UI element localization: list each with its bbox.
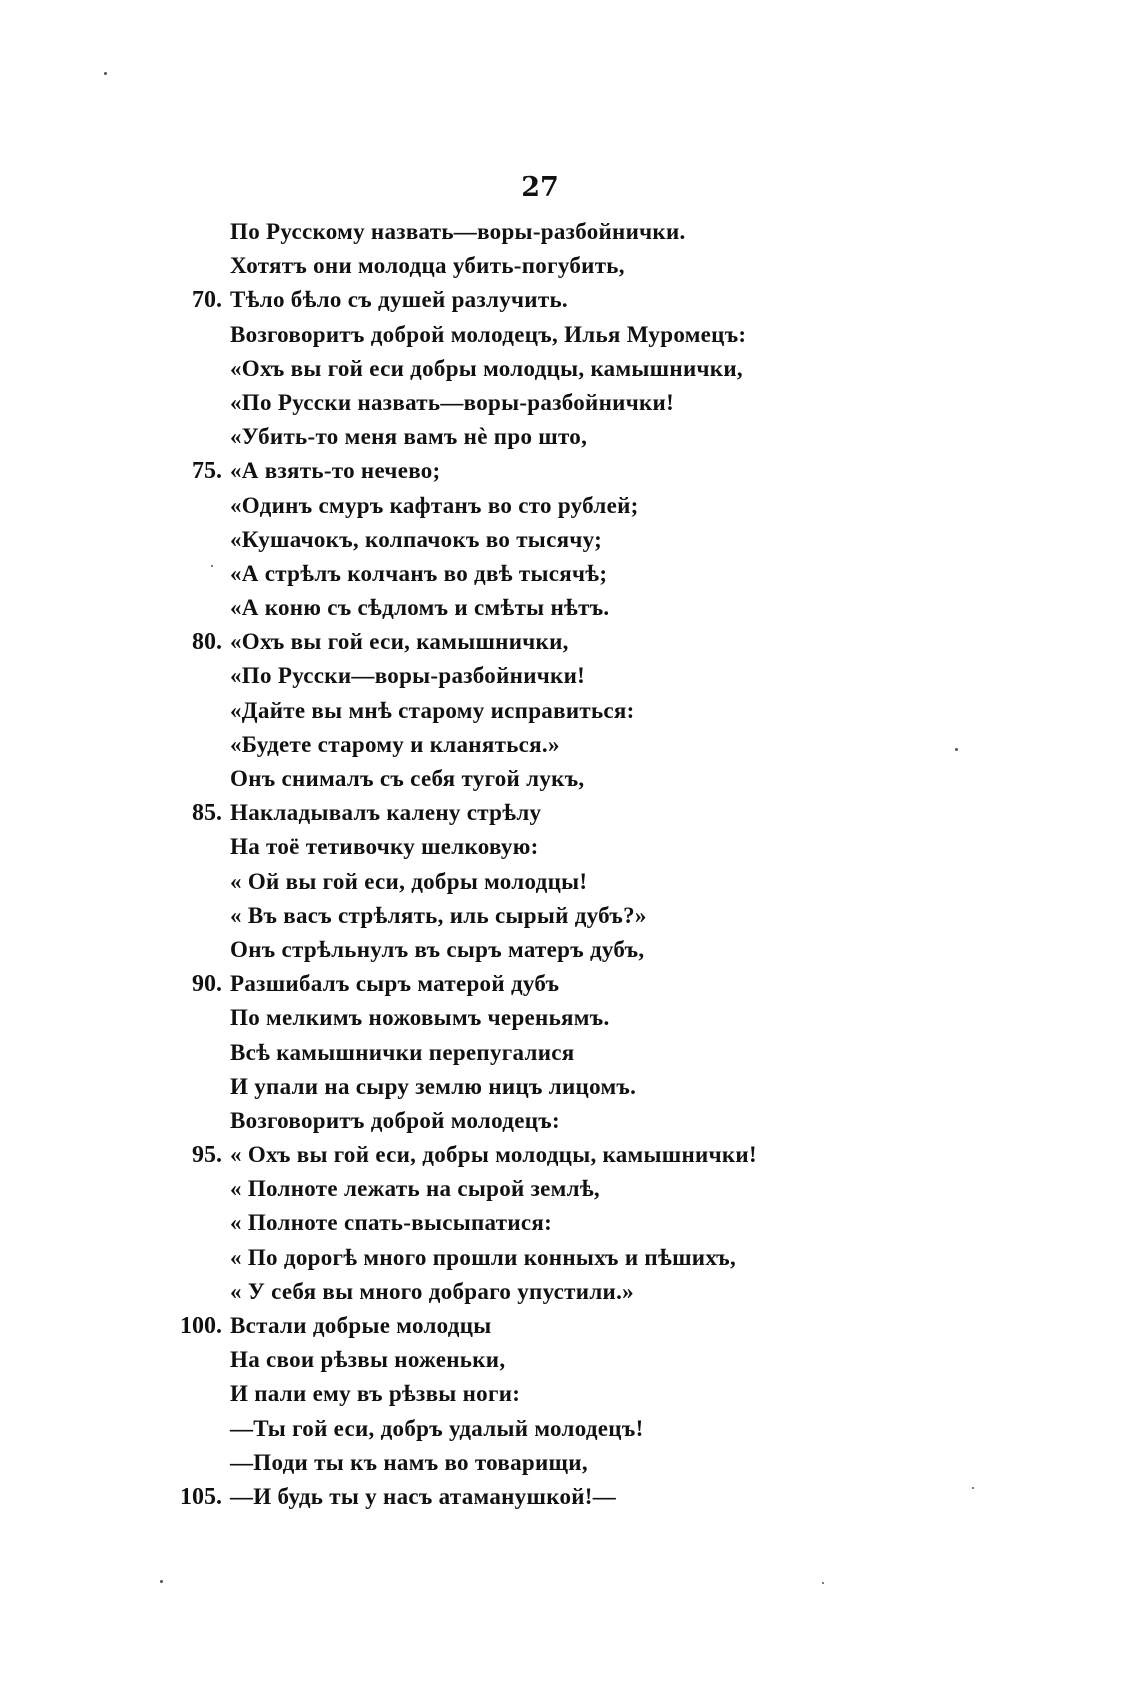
verse-line bbox=[0, 557, 1140, 591]
line-text: « Охъ вы гой еси, добры молодцы, камышнички! bbox=[230, 1142, 757, 1168]
verse-line bbox=[0, 523, 1140, 557]
verse-line bbox=[0, 1446, 1140, 1480]
verse-line bbox=[0, 1138, 1140, 1172]
line-number: 105. bbox=[180, 1483, 222, 1510]
verse-line bbox=[0, 830, 1140, 864]
line-number: 80. bbox=[192, 629, 222, 656]
line-text: « Ой вы гой еси, добры молодцы! bbox=[230, 868, 588, 894]
verse-line bbox=[0, 899, 1140, 933]
line-text: « У себя вы много добраго упустили.» bbox=[230, 1278, 634, 1304]
line-text: «Убить-то меня вамъ нѐ про што, bbox=[230, 424, 588, 450]
line-text: « Въ васъ стрѣлять, иль сырый дубъ?» bbox=[230, 902, 647, 928]
line-text: « По дорогѣ много прошли конныхъ и пѣшихъ, bbox=[230, 1244, 737, 1270]
verse-line bbox=[0, 967, 1140, 1001]
line-text: «По Русски назвать—воры-разбойнички! bbox=[230, 389, 675, 415]
verse-line bbox=[0, 1104, 1140, 1138]
line-text: По Русскому назвать—воры-разбойнички. bbox=[230, 219, 686, 244]
verse-line bbox=[0, 386, 1140, 420]
line-text: —Поди ты къ намъ во товарищи, bbox=[230, 1449, 588, 1475]
verse-line bbox=[0, 728, 1140, 762]
line-text: Разшибалъ сыръ матерой дубъ bbox=[230, 971, 560, 997]
line-text: На свои рѣзвы ноженьки, bbox=[230, 1347, 506, 1373]
line-text: И упали на сыру землю ницъ лицомъ. bbox=[230, 1073, 637, 1099]
verse-line bbox=[0, 796, 1140, 830]
line-text: «Кушачокъ, колпачокъ во тысячу; bbox=[230, 526, 603, 552]
verse-line bbox=[0, 1412, 1140, 1446]
verse-line bbox=[0, 352, 1140, 386]
verse-line bbox=[0, 1241, 1140, 1275]
verse-line bbox=[0, 1001, 1140, 1035]
verse-line bbox=[0, 1206, 1140, 1240]
verse-line bbox=[0, 865, 1140, 899]
print-speck bbox=[955, 748, 958, 751]
verse-line bbox=[0, 1309, 1140, 1343]
line-text: «Будете старому и кланяться.» bbox=[230, 731, 560, 757]
verse-line bbox=[0, 249, 1140, 283]
line-text: Встали добрые молодцы bbox=[230, 1313, 492, 1338]
line-text: Возговоритъ доброй молодецъ: bbox=[230, 1107, 560, 1133]
verse-line bbox=[0, 1377, 1140, 1411]
verse-line bbox=[0, 1172, 1140, 1206]
line-text: Онъ стрѣльнулъ въ сыръ матеръ дубъ, bbox=[230, 936, 645, 962]
verse-line bbox=[0, 591, 1140, 625]
line-text: «По Русски—воры-разбойнички! bbox=[230, 663, 586, 689]
page-number: 27 bbox=[521, 172, 559, 203]
verse-line bbox=[0, 1070, 1140, 1104]
line-number: 100. bbox=[180, 1313, 222, 1339]
line-text: Всѣ камышнички перепугалися bbox=[230, 1039, 575, 1065]
line-text: На тоё тетивочку шелковую: bbox=[230, 834, 539, 860]
line-text: —Ты гой еси, добръ удалый молодецъ! bbox=[230, 1415, 644, 1441]
line-text: «А стрѣлъ колчанъ во двѣ тысячѣ; bbox=[230, 560, 608, 586]
line-number: 75. bbox=[192, 458, 222, 485]
verse-line bbox=[0, 1275, 1140, 1309]
print-speck bbox=[160, 1580, 163, 1583]
verse-line bbox=[0, 933, 1140, 967]
print-speck bbox=[104, 72, 107, 75]
verse-line bbox=[0, 1036, 1140, 1070]
line-text: По мелкимъ ножовымъ череньямъ. bbox=[230, 1005, 610, 1031]
line-number: 70. bbox=[192, 287, 222, 314]
verse-line bbox=[0, 1343, 1140, 1377]
line-number: 90. bbox=[192, 971, 222, 998]
print-speck bbox=[822, 1582, 824, 1584]
verse-line bbox=[0, 659, 1140, 693]
verse-line bbox=[0, 215, 1140, 249]
line-text: « Полноте спать-высыпатися: bbox=[230, 1210, 553, 1236]
verse-line bbox=[0, 489, 1140, 523]
print-speck bbox=[211, 565, 213, 567]
verse-line bbox=[0, 318, 1140, 352]
verse-line bbox=[0, 625, 1140, 659]
line-text: « Полноте лежать на сырой землѣ, bbox=[230, 1176, 600, 1202]
verse-line bbox=[0, 454, 1140, 488]
line-text: Онъ снималъ съ себя тугой лукъ, bbox=[230, 766, 585, 791]
line-text: —И будь ты у насъ атаманушкой!— bbox=[230, 1483, 617, 1509]
line-text: Хотятъ они молодца убить-погубить, bbox=[230, 253, 625, 279]
line-text: Возговоритъ доброй молодецъ, Илья Муромецъ: bbox=[230, 321, 747, 347]
line-number: 95. bbox=[192, 1142, 222, 1169]
line-text: Тѣло бѣло съ душей разлучить. bbox=[230, 287, 568, 313]
poem-text bbox=[0, 215, 1140, 1514]
verse-line bbox=[0, 694, 1140, 728]
verse-line bbox=[0, 283, 1140, 317]
line-text: «Охъ вы гой еси, камышнички, bbox=[230, 629, 569, 655]
line-text: «Одинъ смуръ кафтанъ во сто рублей; bbox=[230, 492, 639, 518]
line-text: «А коню съ сѣдломъ и смѣты нѣтъ. bbox=[230, 595, 610, 621]
verse-line bbox=[0, 762, 1140, 796]
line-text: И пали ему въ рѣзвы ноги: bbox=[230, 1381, 521, 1407]
line-text: «А взять-то нечево; bbox=[230, 458, 441, 484]
line-text: Накладывалъ калену стрѣлу bbox=[230, 800, 542, 826]
print-speck bbox=[972, 1487, 974, 1489]
verse-line bbox=[0, 1480, 1140, 1514]
verse-line bbox=[0, 420, 1140, 454]
line-text: «Охъ вы гой еси добры молодцы, камышнички, bbox=[230, 355, 743, 381]
line-number: 85. bbox=[192, 800, 222, 827]
line-text: «Дайте вы мнѣ старому исправиться: bbox=[230, 697, 635, 723]
